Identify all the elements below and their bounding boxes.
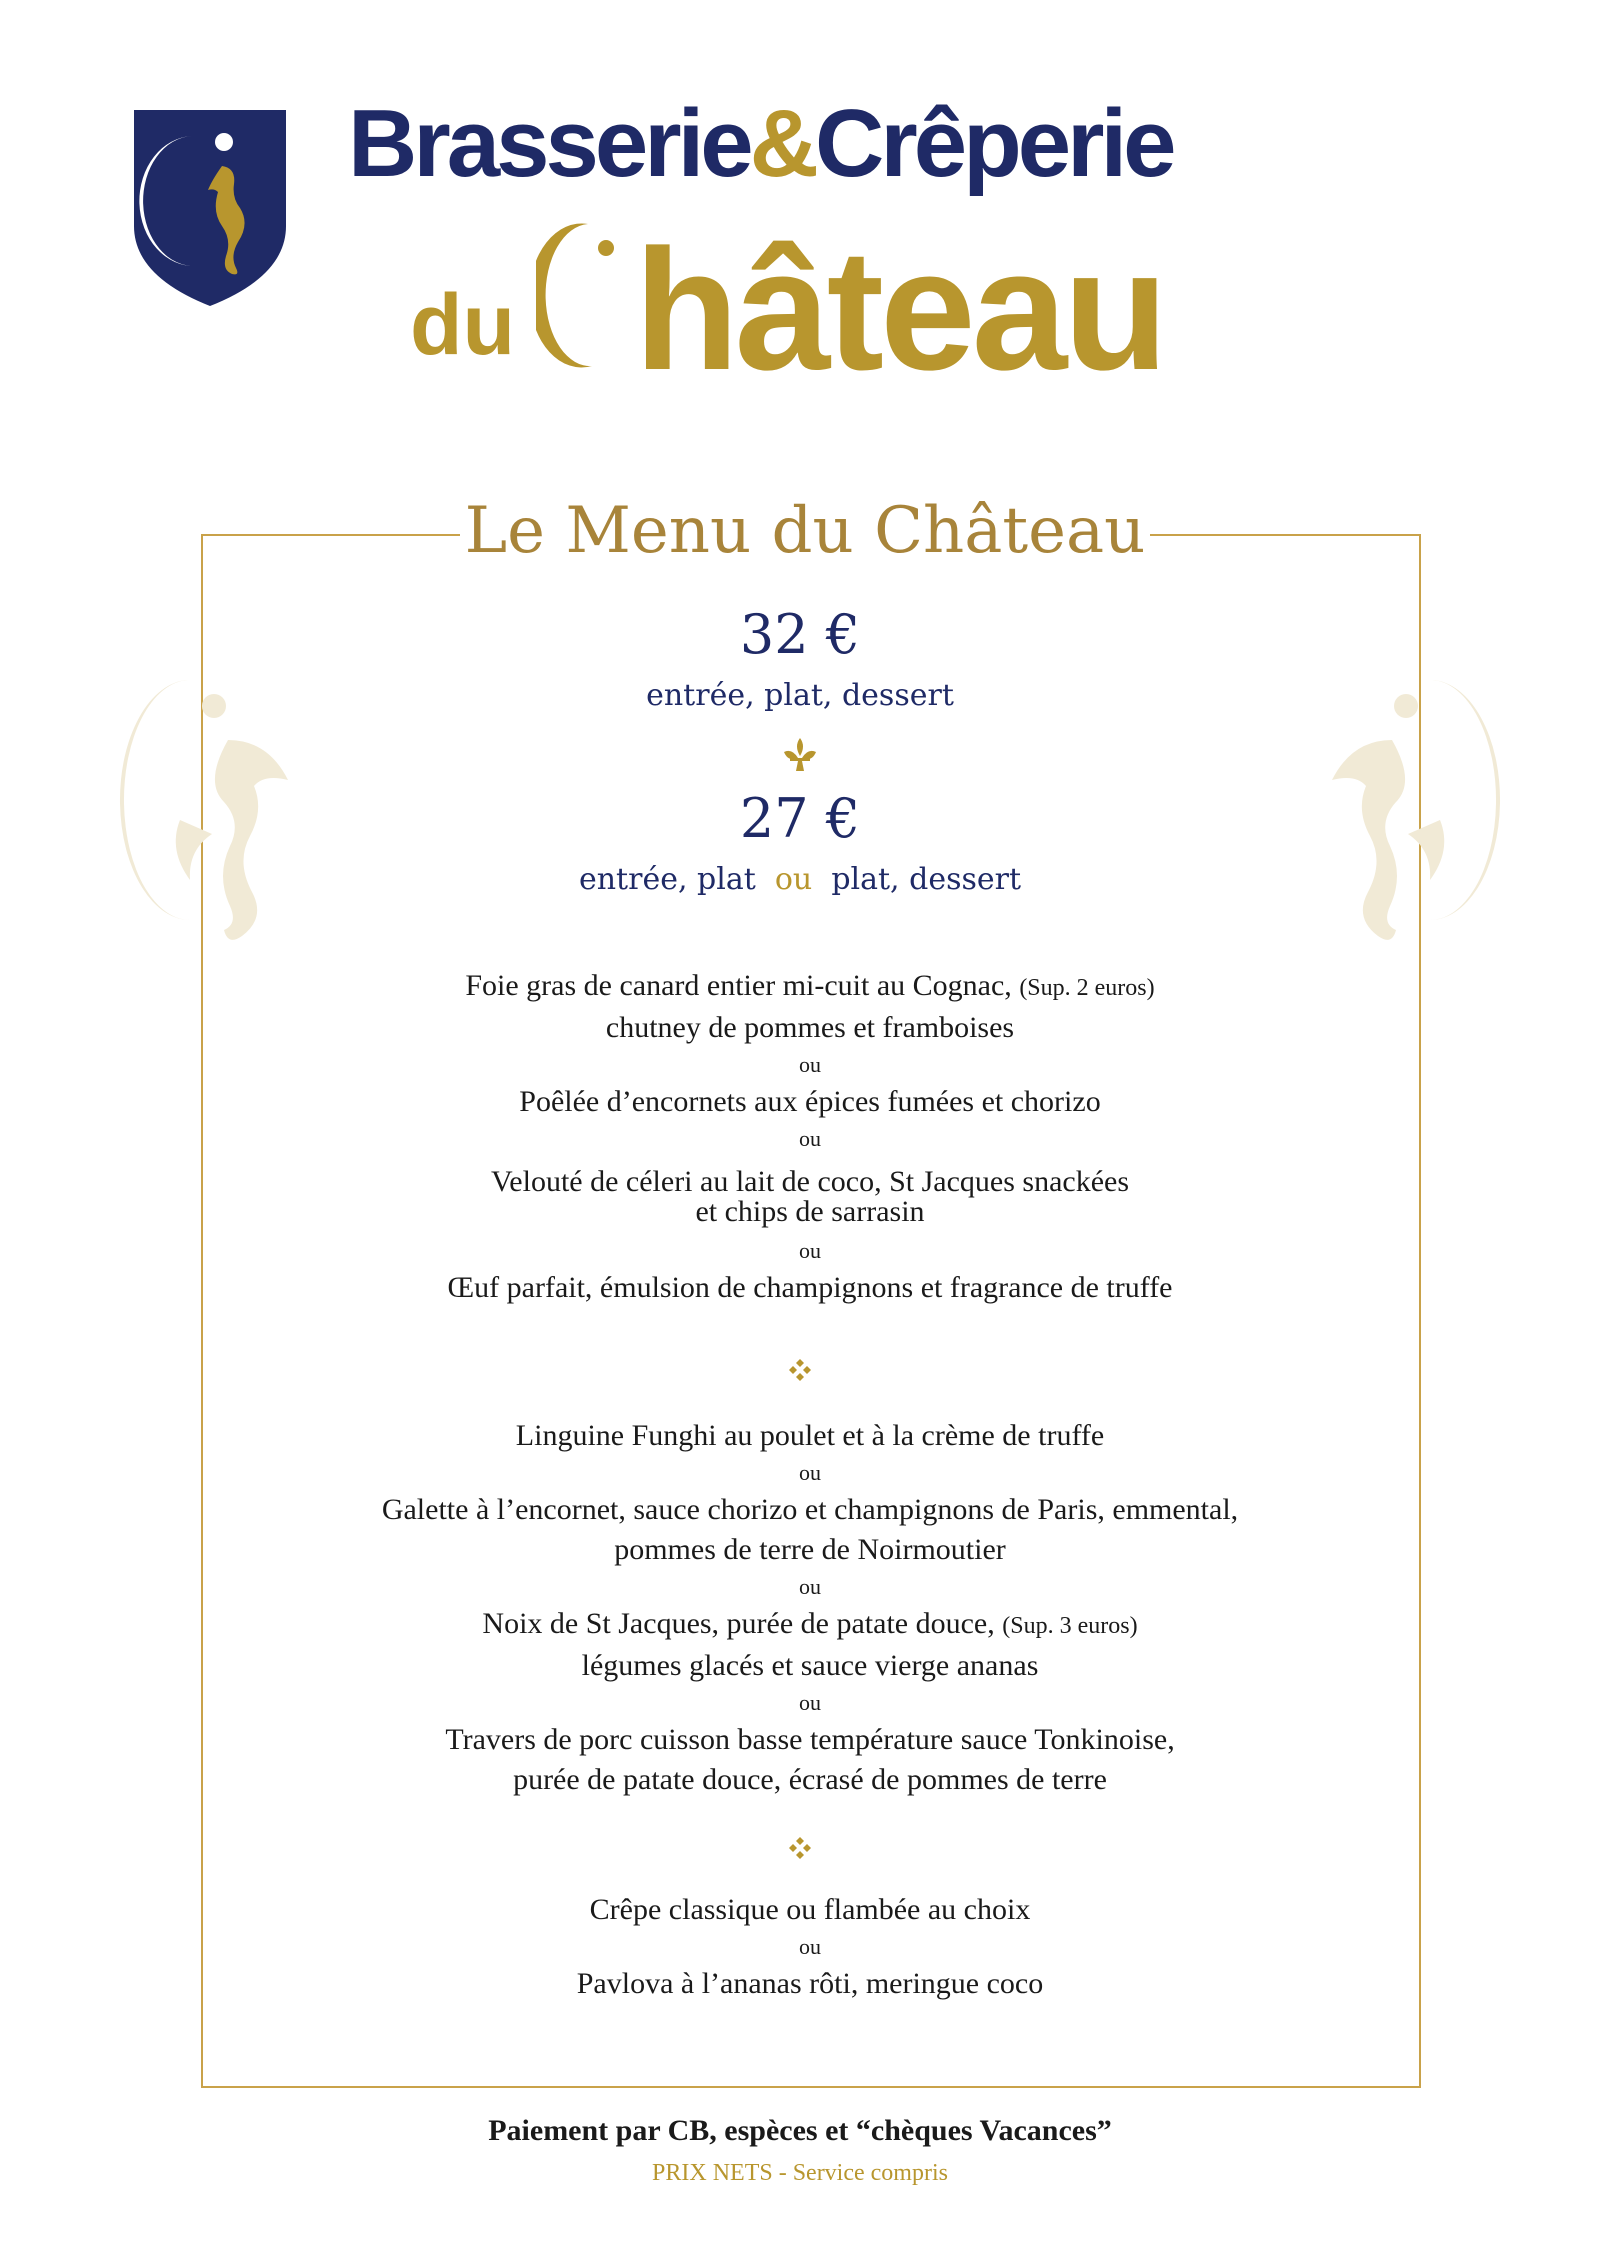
dish-line: purée de patate douce, écrasé de pommes de terre — [513, 1763, 1107, 1796]
dish-line: Linguine Funghi au poulet et à la crème de truffe — [515, 1419, 1105, 1452]
dish-line: Pavlova à l’ananas rôti, meringue coco — [576, 1967, 1044, 2000]
dish-line: pommes de terre de Noirmoutier — [614, 1533, 1006, 1566]
plats-section — [220, 1416, 1400, 1800]
brand-name-line2 — [410, 210, 1310, 406]
price-27: 27 € — [739, 787, 861, 850]
supplement-note: (Sup. 2 euros) — [1019, 975, 1155, 1001]
ou-separator: ou — [799, 1690, 821, 1715]
ou-separator: ou — [799, 1574, 821, 1599]
dish-text: Noix de St Jacques, purée de patate douce, — [482, 1607, 995, 1640]
dish-line: Œuf parfait, émulsion de champignons et fragrance de truffe — [447, 1271, 1173, 1304]
brand-word-brasserie: Brasserie — [348, 90, 750, 197]
dish-line: et chips de sarrasin — [695, 1195, 925, 1228]
diamond-separator-icon — [788, 1836, 812, 1860]
desserts-section — [220, 1890, 1400, 2004]
ou-separator: ou — [799, 1460, 821, 1485]
brand-crescent-c-icon — [536, 220, 616, 370]
price-27-description — [500, 860, 1100, 900]
fleur-de-lis-icon — [780, 734, 820, 774]
brand-word-chateau: hâteau — [634, 214, 1165, 406]
dish-line: chutney de pommes et framboises — [605, 1011, 1015, 1044]
entrees-section — [220, 966, 1400, 1308]
brand-word-du: du — [410, 277, 516, 373]
brand-word-creperie: Crêperie — [815, 90, 1173, 197]
ou-separator: ou — [799, 1934, 821, 1959]
dish-text: Foie gras de canard entier mi-cuit au Cognac, — [465, 969, 1012, 1002]
supplement-note: (Sup. 3 euros) — [1002, 1613, 1138, 1639]
dish-line: légumes glacés et sauce vierge ananas — [581, 1649, 1039, 1682]
price-32: 32 € — [739, 603, 861, 666]
brand-ampersand: & — [749, 90, 815, 197]
ou-separator: ou — [799, 1052, 821, 1077]
prix-nets-note: PRIX NETS - Service compris — [652, 2160, 948, 2186]
crest-seahorse-icon — [130, 106, 290, 310]
price-27-desc-a: entrée, plat — [578, 862, 756, 897]
dish-line: Travers de porc cuisson basse température sauce Tonkinoise, — [445, 1723, 1175, 1756]
price-27-desc-b: plat, dessert — [831, 862, 1022, 897]
payment-info: Paiement par CB, espèces et “chèques Vacances” — [488, 2114, 1112, 2147]
dish-line — [220, 966, 1400, 1008]
price-32-description: entrée, plat, dessert — [646, 678, 954, 713]
seahorse-ornament-icon — [118, 670, 318, 960]
menu-title: Le Menu du Château — [464, 494, 1146, 568]
price-27-desc-ou: ou — [774, 862, 813, 897]
dish-line: Galette à l’encornet, sauce chorizo et champignons de Paris, emmental, — [381, 1493, 1239, 1526]
dish-line — [220, 1604, 1400, 1646]
dish-line: Crêpe classique ou flambée au choix — [589, 1893, 1031, 1926]
brand-name-line1 — [348, 90, 1308, 197]
diamond-separator-icon — [788, 1358, 812, 1382]
dish-line: Velouté de céleri au lait de coco, St Jacques snackées — [490, 1165, 1130, 1198]
seahorse-ornament-icon — [1302, 670, 1502, 960]
dish-line: Poêlée d’encornets aux épices fumées et chorizo — [519, 1085, 1101, 1118]
ou-separator: ou — [799, 1126, 821, 1151]
ou-separator: ou — [799, 1238, 821, 1263]
